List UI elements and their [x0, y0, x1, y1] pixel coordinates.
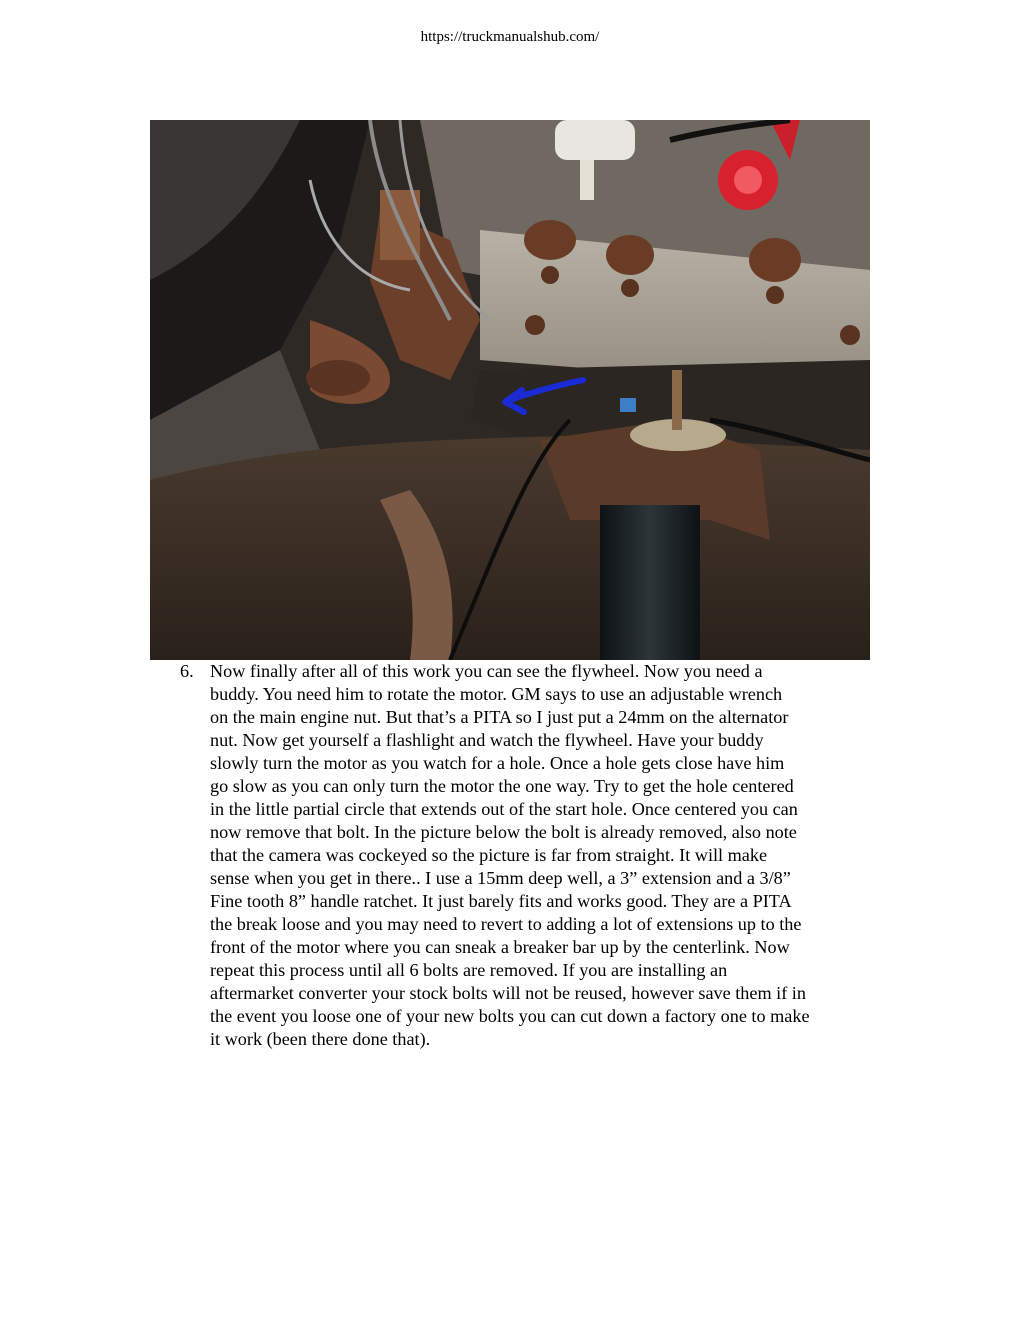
step-line: on the main engine nut. But that’s a PITA so I just put a 24mm on the alternator	[210, 707, 789, 727]
shock-absorber	[600, 505, 700, 660]
step-number: 6.	[180, 661, 194, 681]
engine-bay-photo	[150, 120, 870, 660]
step-line: sense when you get in there.. I use a 15mm deep well, a 3” extension and a 3/8”	[210, 868, 791, 888]
step-line: buddy. You need him to rotate the motor. GM says to use an adjustable wrench	[210, 684, 783, 704]
reservoir-cap	[555, 120, 635, 160]
step-line: slowly turn the motor as you watch for a hole. Once a hole gets close have him	[210, 753, 785, 773]
step-line: repeat this process until all 6 bolts are removed. If you are installing an	[210, 960, 728, 980]
step-instructions	[210, 660, 878, 1051]
step-line: nut. Now get yourself a flashlight and watch the flywheel. Have your buddy	[210, 730, 764, 750]
page-header-url: https://truckmanualshub.com/	[420, 29, 600, 45]
step-line: front of the motor where you can sneak a breaker bar up by the centerlink. Now	[210, 937, 790, 957]
step-line: in the little partial circle that extends out of the start hole. Once centered you can	[210, 799, 798, 819]
step-line: the break loose and you may need to revert to adding a lot of extensions up to the	[210, 914, 802, 934]
step-line: aftermarket converter your stock bolts will not be reused, however save them if in	[210, 983, 806, 1003]
step-line: Fine tooth 8” handle ratchet. It just barely fits and works good. They are a PITA	[210, 891, 792, 911]
step-line: now remove that bolt. In the picture below the bolt is already removed, also note	[210, 822, 797, 842]
step-line: it work (been there done that).	[210, 1029, 431, 1049]
step-line: that the camera was cockeyed so the picture is far from straight. It will make	[210, 845, 768, 865]
step-line: go slow as you can only turn the motor the one way. Try to get the hole centered	[210, 776, 794, 796]
step-line: Now finally after all of this work you can see the flywheel. Now you need a	[210, 661, 763, 681]
step-line: the event you loose one of your new bolts you can cut down a factory one to make	[210, 1006, 810, 1026]
